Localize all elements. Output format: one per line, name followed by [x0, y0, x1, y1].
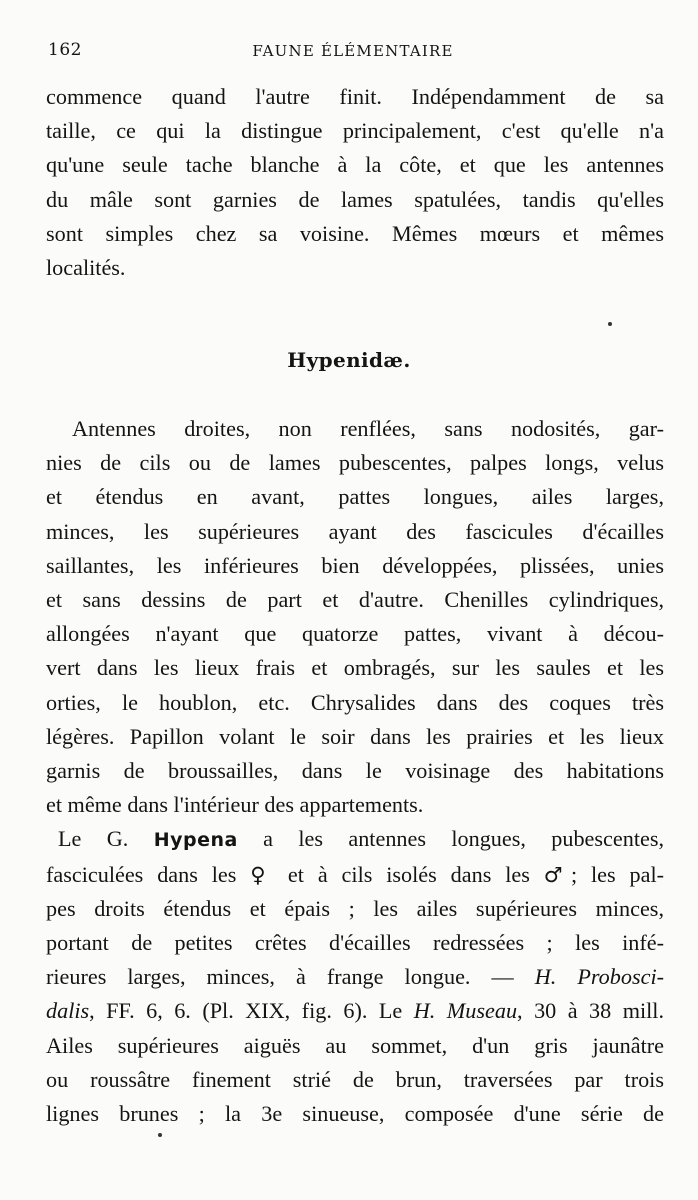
text-line: Antennes droites, non renflées, sans nodosités, gar-: [72, 416, 664, 441]
female-symbol: ♀: [250, 862, 275, 887]
text-line: orties, le houblon, etc. Chrysalides dans des coques très: [46, 689, 664, 715]
species-name: H. Museau: [413, 998, 518, 1024]
text-run: et à cils isolés dans les: [287, 861, 530, 887]
text-line: minces, les supérieures ayant des fascicules d'écailles: [46, 518, 664, 544]
text-line: localités.: [46, 255, 126, 281]
text-run: a les antennes longues, pubescentes,: [263, 826, 665, 852]
text-line: [46, 960, 664, 994]
text-run: , FF. 6, 6. (Pl. XIX, fig. 6). Le: [89, 998, 403, 1024]
running-title: FAUNE ÉLÉMENTAIRE: [252, 42, 454, 60]
text-run: fasciculées dans les: [46, 861, 237, 887]
text-line: Ailes supérieures aiguës au sommet, d'un gris jaunâtre: [46, 1032, 664, 1058]
text-line: et sans dessins de part et d'autre. Chenilles cylindriques,: [46, 587, 664, 613]
text-run: rieures larges, minces, à frange longue. —: [46, 964, 514, 990]
paragraph-2: [46, 412, 664, 1131]
text-line: [46, 994, 664, 1028]
page-number: 162: [48, 40, 82, 60]
genus-name: Hypena: [153, 829, 238, 852]
species-name: H. Probosci-: [534, 964, 664, 990]
text-line: légères. Papillon volant le soir dans les prairies et les lieux: [46, 723, 664, 749]
text-line: garnis de broussailles, dans le voisinage des habitations: [46, 758, 664, 784]
text-line: sont simples chez sa voisine. Mêmes mœurs et mêmes: [46, 220, 664, 246]
text-run: , 30 à 38 mill.: [517, 998, 665, 1024]
ink-speck: [608, 322, 612, 326]
ink-speck: [158, 1133, 162, 1137]
text-line: portant de petites crêtes d'écailles redressées ; les infé-: [46, 930, 664, 956]
text-line: lignes brunes ; la 3e sinueuse, composée d'une série de: [46, 1101, 664, 1127]
species-name: dalis: [46, 998, 90, 1024]
text-line: qu'une seule tache blanche à la côte, et que les antennes: [46, 152, 664, 178]
text-line: vert dans les lieux frais et ombragés, sur les saules et les: [46, 655, 664, 681]
text-line: allongées n'ayant que quatorze pattes, vivant à décou-: [46, 621, 664, 647]
text-line: taille, ce qui la distingue principalement, c'est qu'elle n'a: [46, 118, 664, 144]
text-line: pes droits étendus et épais ; les ailes supérieures minces,: [46, 895, 664, 921]
male-symbol: ♂: [543, 862, 571, 887]
text-line: [46, 822, 664, 857]
text-line: commence quand l'autre finit. Indépendamment de sa: [46, 84, 664, 109]
text-line: et étendus en avant, pattes longues, ailes larges,: [46, 484, 664, 510]
section-title: Hypenidæ.: [287, 348, 411, 372]
text-line: nies de cils ou de lames pubescentes, palpes longs, velus: [46, 450, 664, 476]
text-line: saillantes, les inférieures bien développées, plissées, unies: [46, 552, 664, 578]
paragraph-1: [46, 80, 664, 285]
text-run: ; les pal-: [570, 861, 665, 887]
text-line: [46, 858, 664, 892]
text-line: et même dans l'intérieur des appartements.: [46, 792, 424, 818]
text-run: Le G.: [58, 826, 129, 852]
text-line: du mâle sont garnies de lames spatulées, tandis qu'elles: [46, 186, 664, 212]
page-header: [48, 40, 658, 68]
text-line: ou roussâtre finement strié de brun, traversées par trois: [46, 1066, 664, 1092]
